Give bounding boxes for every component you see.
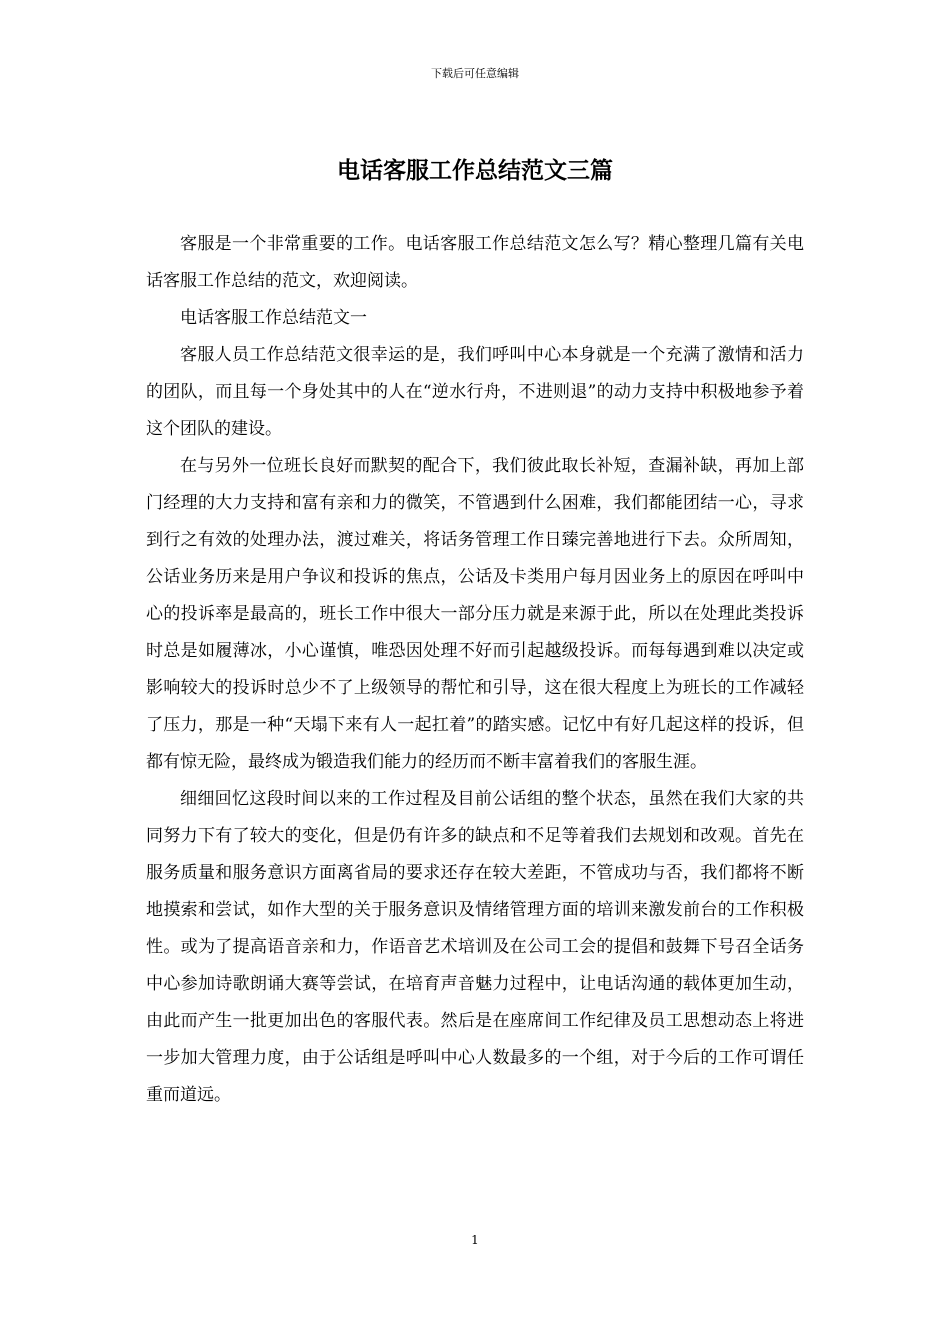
paragraph-intro: 客服是一个非常重要的工作。电话客服工作总结范文怎么写？精心整理几篇有关电话客服工作总结的范文，欢迎阅读。 <box>146 234 804 291</box>
document-body <box>146 226 804 1114</box>
paragraph: 在与另外一位班长良好而默契的配合下，我们彼此取长补短，查漏补缺，再加上部门经理的大力支持和富有亲和力的微笑，不管遇到什么困难，我们都能团结一心，寻求到行之有效的处理办法，渡过难关，将话务管理工作日臻完善地进行下去。众所周知，公话业务历来是用户争议和投诉的焦点，公话及卡类用户每月因业务上的原因在呼叫中心的投诉率是最高的，班长工作中很大一部分压力就是来源于此，所以在处理此类投诉时总是如履薄冰，小心谨慎，唯恐因处理不好而引起越级投诉。而每每遇到难以决定或影响较大的投诉时总少不了上级领导的帮忙和引导，这在很大程度上为班长的工作减轻了压力，那是一种“天塌下来有人一起扛着”的踏实感。记忆中有好几起这样的投诉，但都有惊无险，最终成为锻造我们能力的经历而不断丰富着我们的客服生涯。 <box>146 456 804 772</box>
page-number: 1 <box>471 1233 479 1247</box>
paragraph: 客服人员工作总结范文很幸运的是，我们呼叫中心本身就是一个充满了激情和活力的团队，而且每一个身处其中的人在“逆水行舟，不进则退”的动力支持中积极地参予着这个团队的建设。 <box>146 345 804 439</box>
section-heading: 电话客服工作总结范文一 <box>180 308 367 328</box>
document-title: 电话客服工作总结范文三篇 <box>337 157 613 184</box>
page-header-note: 下载后可任意编辑 <box>431 67 519 80</box>
paragraph: 细细回忆这段时间以来的工作过程及目前公话组的整个状态，虽然在我们大家的共同努力下有了较大的变化，但是仍有许多的缺点和不足等着我们去规划和改观。首先在服务质量和服务意识方面离省局的要求还存在较大差距，不管成功与否，我们都将不断地摸索和尝试，如作大型的关于服务意识及情绪管理方面的培训来激发前台的工作积极性。或为了提高语音亲和力，作语音艺术培训及在公司工会的提倡和鼓舞下号召全话务中心参加诗歌朗诵大赛等尝试，在培育声音魅力过程中，让电话沟通的载体更加生动，由此而产生一批更加出色的客服代表。然后是在座席间工作纪律及员工思想动态上将进一步加大管理力度，由于公话组是呼叫中心人数最多的一个组，对于今后的工作可谓任重而道远。 <box>146 789 804 1105</box>
